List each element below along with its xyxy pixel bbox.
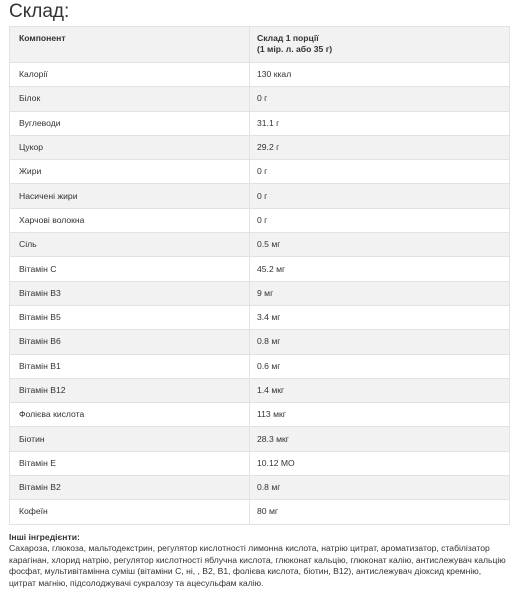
nutrition-table [9,26,510,525]
nutrient-value: 0.5 мг [250,233,510,257]
other-ingredients-text: Сахароза, глюкоза, мальтодекстрин, регулятор кислотності лимонна кислота, натрію цитрат, ароматизатор, стабілізатор карагінан, хлорид натрію, регулятор кислотності яблучна кислота, глюконат кальцію, глюконат калію, антислежувач кальцію фосфат, мультивітамінна суміш (вітаміни С, ні, , В2, В1, фолієва кислота, біотин, В12), антислежувач діоксид кремнію, цитрат магнію, підсолоджувачі сукралозу та ацесульфам калію. [9,543,506,589]
other-ingredients-title: Інші інгредієнти: [9,531,80,542]
nutrient-value: 0.8 мг [250,476,510,500]
table-row [10,378,510,402]
nutrient-name: Білок [10,87,250,111]
composition-section [9,0,509,590]
nutrient-value: 80 мг [250,500,510,524]
nutrient-value: 0 г [250,160,510,184]
nutrient-value: 0.6 мг [250,354,510,378]
nutrient-name: Насичені жири [10,184,250,208]
nutrient-value: 0 г [250,184,510,208]
table-row [10,451,510,475]
nutrient-name: Вуглеводи [10,111,250,135]
nutrient-name: Вітамін В12 [10,378,250,402]
table-row [10,427,510,451]
nutrient-name: Вітамін В1 [10,354,250,378]
nutrient-name: Вітамін Е [10,451,250,475]
nutrient-value: 31.1 г [250,111,510,135]
nutrient-value: 45.2 мг [250,257,510,281]
nutrient-name: Калорії [10,63,250,87]
table-row [10,281,510,305]
table-row [10,354,510,378]
serving-header-line2: (1 мір. л. або 35 г) [257,44,333,54]
table-row [10,63,510,87]
table-row [10,233,510,257]
nutrient-value: 10.12 МО [250,451,510,475]
nutrient-name: Вітамін В2 [10,476,250,500]
nutrient-value: 130 ккал [250,63,510,87]
nutrient-name: Вітамін В6 [10,330,250,354]
composition-heading: Склад: [9,1,70,22]
table-row [10,500,510,524]
column-header-serving [250,27,510,63]
nutrient-name: Вітамін В3 [10,281,250,305]
nutrient-name: Харчові волокна [10,208,250,232]
nutrient-name: Фолієва кислота [10,403,250,427]
serving-header-line1: Склад 1 порції [257,33,319,43]
nutrient-name: Біотин [10,427,250,451]
nutrient-value: 0 г [250,208,510,232]
table-row [10,135,510,159]
column-header-component: Компонент [10,27,250,63]
nutrient-name: Цукор [10,135,250,159]
nutrient-value: 1.4 мкг [250,378,510,402]
table-row [10,208,510,232]
nutrient-name: Сіль [10,233,250,257]
nutrient-name: Жири [10,160,250,184]
nutrient-value: 3.4 мг [250,305,510,329]
nutrient-value: 0.8 мг [250,330,510,354]
table-row [10,403,510,427]
table-row [10,305,510,329]
nutrient-name: Вітамін В5 [10,305,250,329]
table-row [10,184,510,208]
table-row [10,160,510,184]
nutrient-name: Вітамін С [10,257,250,281]
table-header-row [10,27,510,63]
nutrient-name: Кофеїн [10,500,250,524]
nutrient-value: 29.2 г [250,135,510,159]
table-row [10,257,510,281]
nutrient-value: 113 мкг [250,403,510,427]
other-ingredients [9,532,509,590]
nutrient-value: 28.3 мкг [250,427,510,451]
nutrient-value: 0 г [250,87,510,111]
table-row [10,87,510,111]
table-row [10,111,510,135]
nutrition-table-body [10,63,510,525]
table-row [10,476,510,500]
table-row [10,330,510,354]
nutrient-value: 9 мг [250,281,510,305]
